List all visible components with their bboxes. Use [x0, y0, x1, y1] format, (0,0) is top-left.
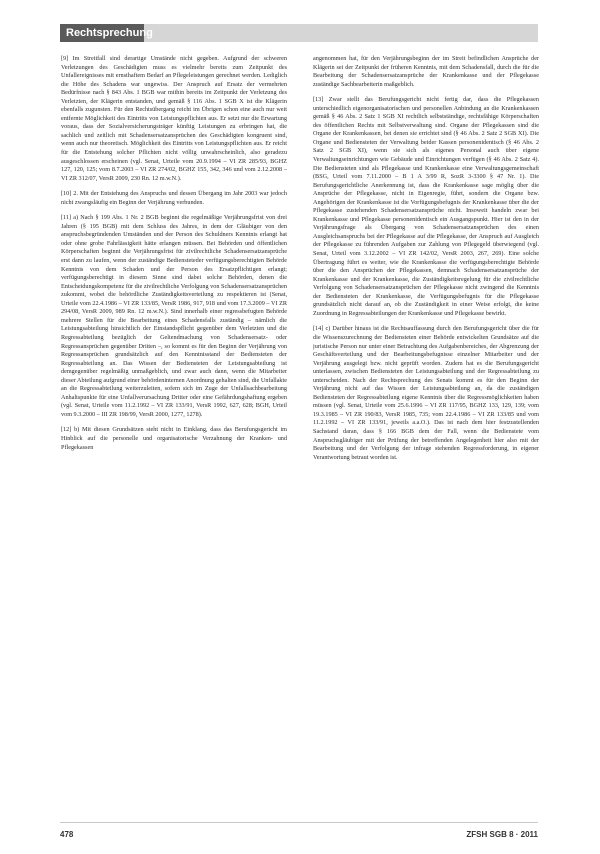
left-column	[61, 55, 287, 807]
paragraph: angenommen hat, für den Verjährungsbeginn der im Streit befindlichen Ansprüche der Klägerin sei der Zeitpunkt der früheren Kenntnis, mit dem Schadensfall, durch die für die Bearbeitung der Schadensersatzansprüche der Krankenkasse und der Pflegekasse zuständige Sachbearbeiterin maßgeblich.	[313, 55, 539, 88]
paragraph: [9] Im Streitfall sind derartige Umstände nicht gegeben. Aufgrund der schweren Verletzungen des Geschädigten muss es vielmehr bereits zum Zeitpunkt des Unfallereignisses mit ernsthaftem Bedarf an Pflegeleistungen gerechnet werden. Lediglich die Höhe des Schadens war ungewiss. Der Anspruch auf Ersatz der vermehrten Bedürfnisse nach § 843 Abs. 1 BGB war mithin bereits im Zeitpunkt der Verletzung des Verletzten, der Klägerin entstanden, und gemäß § 116 Abs. 1 SGB X ist die Klägerin ebenfalls zugunsten. Für den Rechtsübergang reicht im Übrigen schon eine auch nur weit entfernte Möglichkeit des Eintritts von Leistungspflichten aus. Er setzt nur die Erwartung voraus, dass der Sozialversicherungsträger künftig Leistungen zu erbringen hat, die sachlich und zeitlich mit Schadensersatzansprüchen des Geschädigten kongruent sind, wenn auch nur theoretisch. Möglichkeit des Eintritts von Leistungspflichten aus. Er reicht für die Entstehung solcher Pflichten nicht völlig unwahrscheinlich, also geradezu ausgeschlossen erscheinen (vgl. Senat, Urteile vom 20.9.1994 – VI ZR 285/93, BGHZ 127, 120, 125; vom 8.7.2003 – VI ZR 274/02, BGHZ 155, 342, 346 und vom 2.12.2008 – VI ZR 312/07, VersR 2009, 230 Rn. 12 m.w.N.).	[61, 55, 287, 182]
footer-rule	[60, 822, 538, 823]
page-number: 478	[60, 830, 74, 839]
page-footer	[60, 830, 538, 842]
section-header: Rechtsprechung	[60, 24, 144, 42]
paragraph: [14] c) Darüber hinaus ist die Rechtsauffassung durch den Berufungsgericht über die für die Wissenszurechnung der Bediensteten einer Behörde entwickelten Grundsätze auf die juristische Person nur unter einer Betrachtung des Aufgabenbereiches, der Abgrenzung der Geschäftsverteilung und der Bearbeitungsbefugnisse einzelner Mitarbeiter und der Verjährung ausgelegt bzw. nicht geprüft worden. Zudem hat es die Berufungsgericht unterlassen, zwischen Bediensteten der Leistungsabteilung und der Regressabteilung zu unterscheiden. Nach der Rechtsprechung des Senats kommt es für den Beginn der Verjährung nicht auf das Wissen der Leistungsabteilung an, da die zuständigen Bediensteten der Regressabteilung eigene Kenntnis über die Regressmöglichkeiten haben müssen (vgl. Senat, Urteile vom 25.6.1996 – VI ZR 117/95, BGHZ 133, 129, 139; vom 19.3.1985 – VI ZR 190/83, VersR 1985, 735; vom 22.4.1986 – VI ZR 133/85 und vom 11.2.1992 – VI ZR 133/91, jeweils a.a.O.). Das ist nach dem hier festzustellenden Sachstand daran, dass § 166 BGB dem der Fall, wenn die Bedienstete vom Anspruchsgläubiger mit der Prüfung der betreffenden Angelegenheit hier also mit der Bearbeitung und der Verfolgung der infrage stehenden Regressforderung, in eigener Verantwortung betraut worden ist.	[313, 325, 539, 461]
paragraph: [12] b) Mit diesen Grundsätzen steht nicht in Einklang, dass das Berufungsgericht im Hinblick auf die personelle und organisatorische Verzahnung der Kranken- und Pflegekassen	[61, 426, 287, 451]
paragraph: [11] a) Nach § 199 Abs. 1 Nr. 2 BGB beginnt die regelmäßige Verjährungsfrist von drei Jahren (§ 195 BGB) mit dem Schluss des Jahres, in dem der Gläubiger von den anspruchsbegründenden Umständen und der Person des Schuldners Kenntnis erlangt hat oder ohne grobe Fahrlässigkeit hätte erlangen müssen. Bei Behörden und öffentlichen Körperschaften beginnt die Verjährungsfrist für zivilrechtliche Schadensersatzansprüche erst dann zu laufen, wenn der zuständige Bediensteteder verfügungsberechtigten Behörde Kenntnis von dem Schaden und der Person des Ersatzpflichtigen erlangt; verfügungsberechtigt in diesem Sinne sind dabei solche Behörden, denen die Entscheidungskompetenz für die zivilrechtliche Verfolgung von Schadensersatzansprüchen zukommt, wobei die behördliche Zuständigkeitsverteilung zu respektieren ist (Senat, Urteile vom 22.4.1986 – VI ZR 133/85, VersR 1986, 917, 918 und vom 17.3.2009 – VI ZR 294/08, VersR 2009, 989 Rn. 12 m.w.N.). Sind innerhalb einer regressbefugten Behörde mehrere Stellen für die Bearbeitung eines Schadensfalls zuständig – nämlich die Leistungsabteilung hinsichtlich der Einstandspflicht gegenüber dem Verletzten und die Regressabteilung bezüglich der Geltendmachung von Schadensersatz- oder Regressansprüchen gegenüber Dritten –, so kommt es für den Beginn der Verjährung von Regressansprüchen grundsätzlich auf den Kenntnisstand der Bediensteten der Regressabteilung an. Das Wissen der Bediensteten der Leistungsabteilung ist demgegenüber regelmäßig unmaßgeblich, und zwar auch dann, wenn die Mitarbeiter dieser Abteilung aufgrund einer behördeninternen Anordnung gehalten sind, die Unfallakte an die Regressabteilung weiterzuleiten, sofern sich im Zuge der Unfallsachbearbeitung Anhaltspunkte für eine Unfallverursachung Dritter oder eine Gefährdungshaftung ergeben (vgl. Senat, Urteile vom 11.2.1992 – VI ZR 133/91, VersR 1992, 627, 628; BGH, Urteil vom 9.3.2000 – III ZR 198/99, VersR 2000, 1277, 1278).	[61, 214, 287, 418]
right-column	[313, 55, 539, 807]
journal-reference: ZFSH SGB 8 · 2011	[466, 830, 538, 839]
paragraph: [10] 2. Mit der Entstehung des Anspruchs und dessen Übergang im Jahr 2003 war jedoch nicht zwangsläufig ein Beginn der Verjährung verbunden.	[61, 190, 287, 206]
paragraph: [13] Zwar stellt das Berufungsgericht nicht fertig dar, dass die Pflegekassen unterschiedlich eigenorganisatorischen und personellen Anbindung an die Krankenkassen gemäß § 46 Abs. 2 Satz 1 SGB XI rechtlich selbstständige, rechtsfähige Körperschaften des öffentlichen Rechts mit Selbstverwaltung sind. Organe der Pflegekassen sind die Organe der Krankenkassen, bei denen sie errichtet sind (§ 46 Abs. 2 Satz 2 SGB XI). Die Organe und Bediensteten der Verwaltung beider Kassen personenidentisch (§ 46 Abs. 2 Satz 2 SGB XI), wenn sie sich als eigenes Personal auch über eigene Verwaltungseinrichtungen wie Gebäude und Einrichtungen verfügen (§ 46 Abs. 2 Satz 4). Die Bediensteten sind als Pflegekasse und Krankenkasse eine Verwaltungsgemeinschaft (BSG, Urteil vom 7.11.2000 – B 1 A 3/99 R, SozR 3-3300 § 47 Nr. 1). Die Berufungsgerichtliche Anerkennung ist, dass die Krankenkasse sage möglig über die Ansprüche der Pflegekasse, nicht in Eigenregie, führt, sondern die Organe bzw. Angehörigen der Krankenkasse ist die Vorfügungsbefugnis der Krankenkasse über die der Pflegekasse zustehenden Schadensersatzansprüche nicht. Insoweit handeln zwar bei Krankenkasse und Pflegekasse personenidentisch ein Ausgangspunkt. Hier ist den in der Verjährungsfrage als Übergang von Schadensersatzansprüchen des einen Ausgleichsanspruchs bei der Pflegekasse auf die Pflegekasse, der Anspruch auf Ausgleich der Pflegekasse zu führenden Aufgaben zur Zahlung von Pflegegeld überwiegend (vgl. Senat, Urteil vom 3.12.2002 – VI ZR 142/02, VersR 2003, 267, 269). Eine solche Übertragung führt es weiter, wie die Krankenkasse die verfügungsberechtigte Behörde über die den Ansprüchen der Pflegekassen, demnach Schadensersatzansprüche der Krankenkasse und der Krankenkasse, die Zuständigkeitsregelung für die zivilrechtliche Verfolgung von Schadensersatzansprüchen der Pflegekasse nicht zwingend die Kenntnis der Bediensteten der Krankenkasse, die Verfügungsbefugnis für die Pflegekasse grundsätzlich nicht darauf an, ob die Zuständigkeit in einer Weise erfolgt, die keine Zuordnung in Regressabteilungen der Krankenkasse und Pflegekasse bewirkt.	[313, 96, 539, 317]
